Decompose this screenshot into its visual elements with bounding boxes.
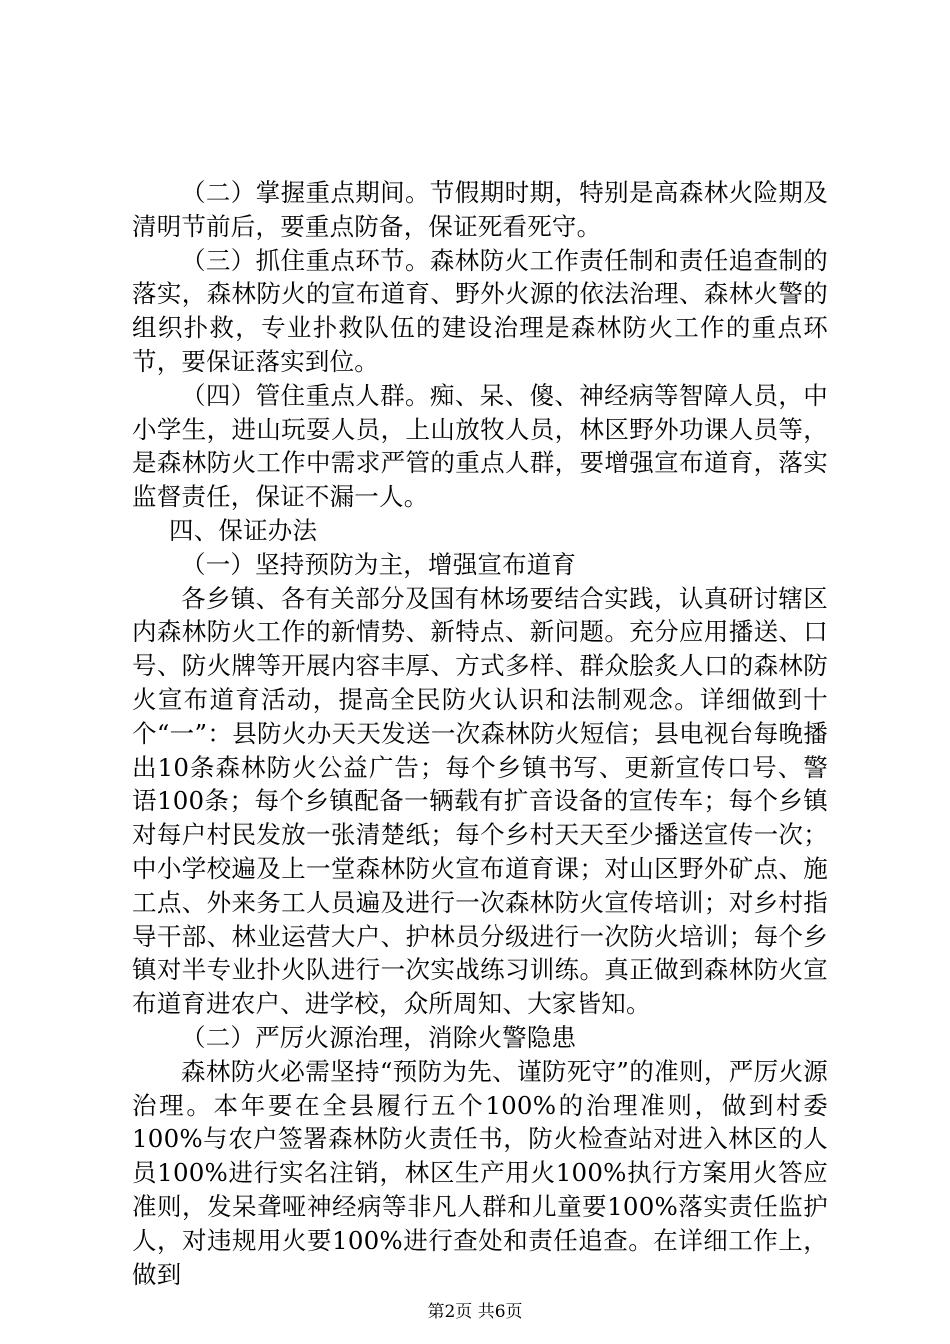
paragraph-prevention: 各乡镇、各有关部分及国有林场要结合实践，认真研讨辖区内森林防火工作的新情势、新特点、新问题。充分应用播送、口号、防火牌等开展内容丰厚、方式多样、群众脍炙人口的森林防火宣布道育活动，提高全民防火认识和法制观念。详细做到十个“一”：县防火办天天发送一次森林防火短信；县电视台每晚播出10条森林防火公益广告；每个乡镇书写、更新宣传口号、警语100条；每个乡镇配备一辆载有扩音设备的宣传车；每个乡镇对每户村民发放一张清楚纸；每个乡村天天至少播送宣传一次；中小学校遍及上一堂森林防火宣布道育课；对山区野外矿点、施工点、外来务工人员遍及进行一次森林防火宣传培训；对乡村指导干部、林业运营大户、护林员分级进行一次防火培训；每个乡镇对半专业扑火队进行一次实战练习训练。真正做到森林防火宣布道育进农户、进学校，众所周知、大家皆知。 bbox=[132, 583, 828, 1019]
subheading-fire-source: （二）严厉火源治理，消除火警隐患 bbox=[181, 1022, 577, 1052]
paragraph-fire-source: 森林防火必需坚持“预防为先、谨防死守”的准则，严厉火源治理。本年要在全县履行五个100%的治理准则，做到村委100%与农户签署森林防火责任书，防火检查站对进入林区的人员100%进行实名注销，林区生产用火100%执行方案用火答应准则，发呆聋哑神经病等非凡人群和儿童要100%落实责任监护人，对违规用火要100%进行查处和责任追查。在详细工作上，做到 bbox=[132, 1056, 828, 1289]
subheading-prevention: （一）坚持预防为主，增强宣布道育 bbox=[181, 549, 577, 579]
section-heading-measures: 四、保证办法 bbox=[169, 515, 318, 545]
paragraph-key-link: （三）抓住重点环节。森林防火工作责任制和责任追查制的落实，森林防火的宣布道育、野外火源的依法治理、森林火警的组织扑救，专业扑救队伍的建设治理是森林防火工作的重点环节，要保证落实到位。 bbox=[132, 245, 828, 376]
paragraph-key-period: （二）掌握重点期间。节假期时期，特别是高森林火险期及清明节前后，要重点防备，保证死看死守。 bbox=[132, 178, 828, 241]
page-footer: 第2页 共6页 bbox=[427, 1302, 523, 1322]
body-text bbox=[132, 176, 828, 1291]
paragraph-key-groups: （四）管住重点人群。痴、呆、傻、神经病等智障人员，中小学生，进山玩耍人员，上山放牧人员，林区野外功课人员等，是森林防火工作中需求严管的重点人群，要增强宣布道育，落实监督责任，保证不漏一人。 bbox=[132, 380, 828, 512]
